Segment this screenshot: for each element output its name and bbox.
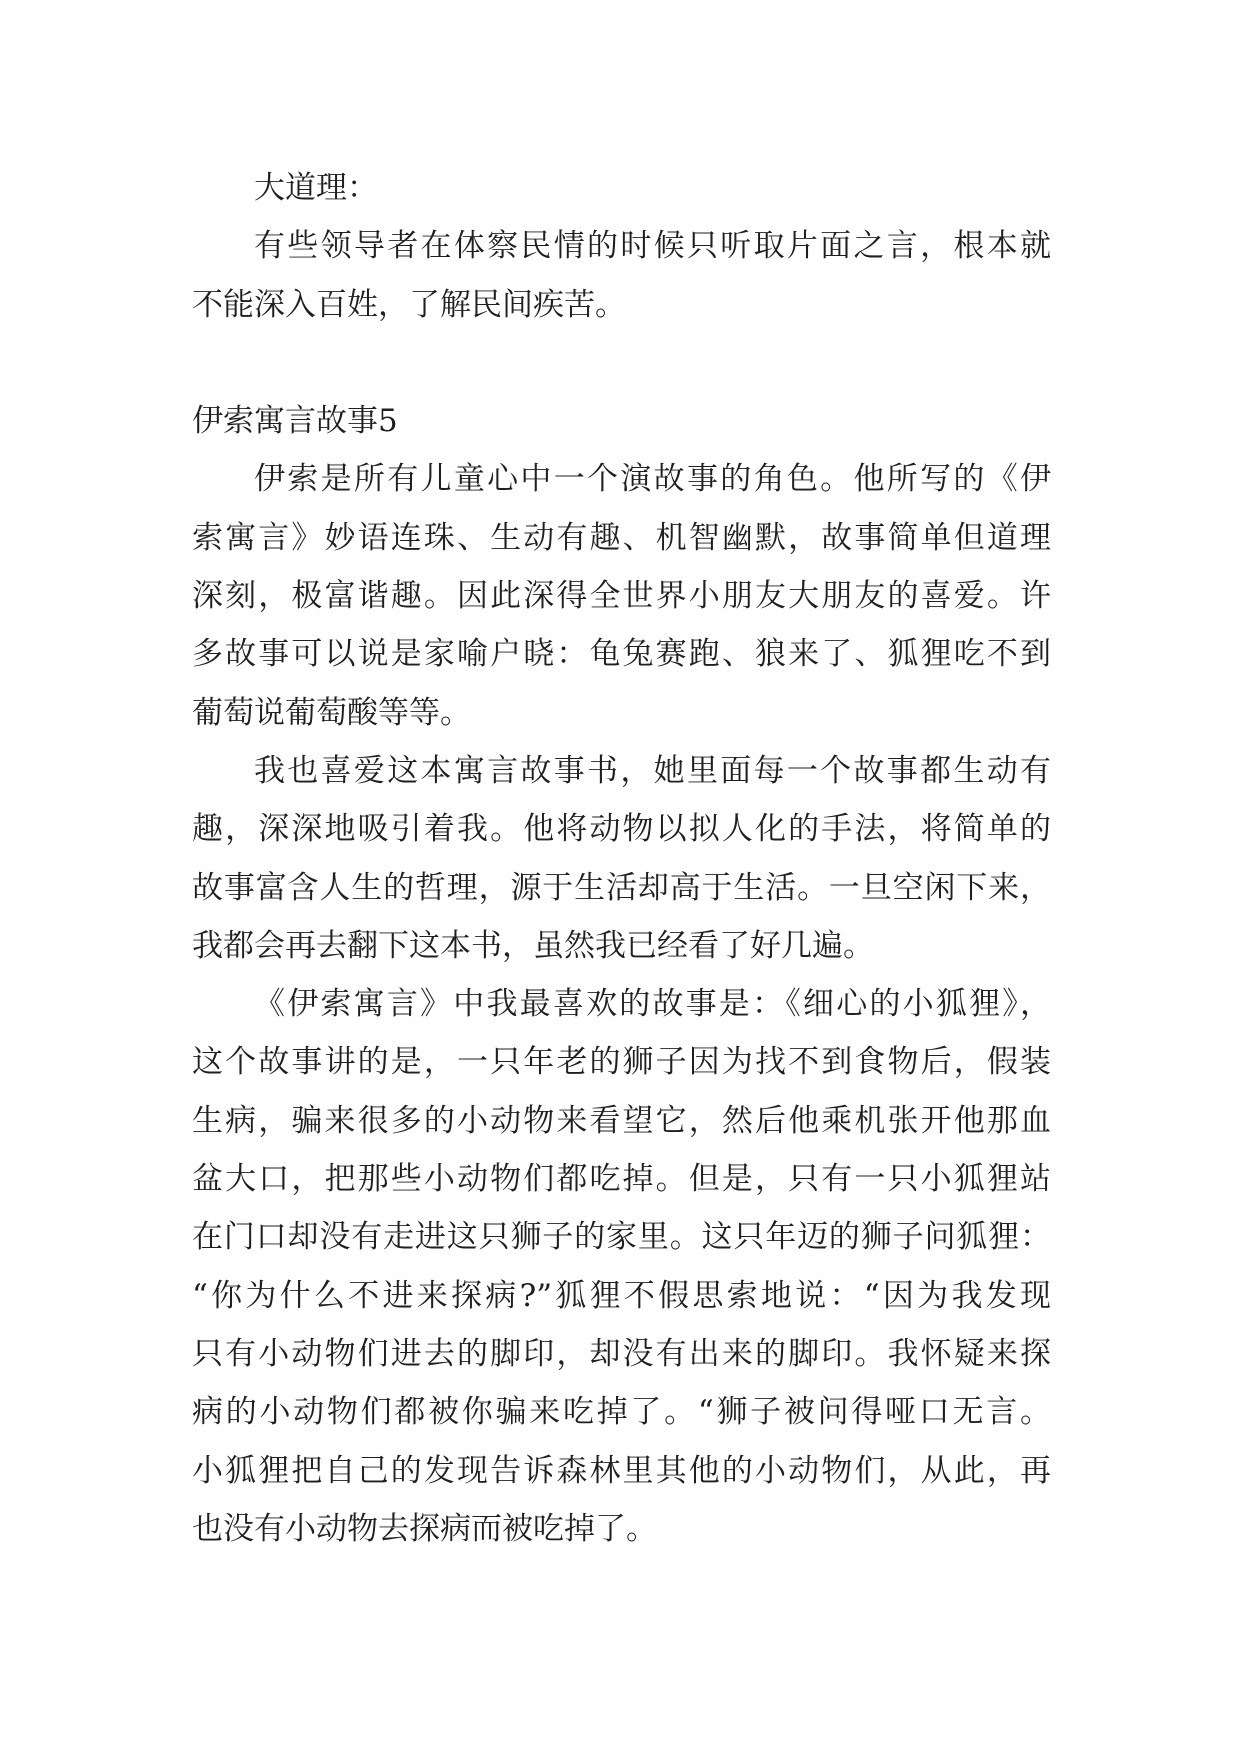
text-line: 不能深入百姓，了解民间疾苦。 — [192, 286, 626, 323]
text-line: 生病，骗来很多的小动物来看望它，然后他乘机张开他那血 — [192, 1102, 1051, 1139]
text-line: 有些领导者在体察民情的时候只听取片面之言，根本就 — [254, 228, 1051, 265]
text-line: 故事富含人生的哲理，源于生活却高于生活。一旦空闲下来， — [192, 869, 1051, 906]
text-line: 趣，深深地吸引着我。他将动物以拟人化的手法，将简单的 — [192, 811, 1051, 848]
moral-label: 大道理： — [254, 170, 378, 206]
text-line: 我都会再去翻下这本书，虽然我已经看了好几遍。 — [192, 927, 874, 964]
text-line: 我也喜爱这本寓言故事书，她里面每一个故事都生动有 — [254, 752, 1051, 789]
blank-line — [192, 334, 1051, 392]
text-line: 《伊索寓言》中我最喜欢的故事是：《细心的小狐狸》， — [254, 986, 1051, 1023]
text-line: 也没有小动物去探病而被吃掉了。 — [192, 1510, 657, 1547]
paragraph — [192, 742, 1051, 975]
paragraph — [192, 975, 1051, 1558]
text-line: 葡萄说葡萄酸等等。 — [192, 694, 471, 731]
text-line: 只有小动物们进去的脚印，却没有出来的脚印。我怀疑来探 — [192, 1335, 1051, 1372]
text-line: 在门口却没有走进这只狮子的家里。这只年迈的狮子问狐狸： — [192, 1219, 1051, 1256]
text-line: “你为什么不进来探病?”狐狸不假思索地说：“因为我发现 — [192, 1277, 1051, 1314]
text-line: 病的小动物们都被你骗来吃掉了。“狮子被问得哑口无言。 — [192, 1394, 1051, 1431]
text-line: 这个故事讲的是，一只年老的狮子因为找不到食物后，假装 — [192, 1044, 1051, 1081]
text-line: 小狐狸把自己的发现告诉森林里其他的小动物们，从此，再 — [192, 1452, 1051, 1489]
paragraph — [192, 450, 1051, 741]
text-line: 深刻，极富谐趣。因此深得全世界小朋友大朋友的喜爱。许 — [192, 578, 1051, 615]
document-body — [192, 159, 1051, 1558]
text-line: 多故事可以说是家喻户晓：龟兔赛跑、狼来了、狐狸吃不到 — [192, 636, 1051, 673]
moral-section — [192, 159, 1051, 334]
section-title: 伊索寓言故事5 — [192, 403, 398, 440]
text-line: 盆大口，把那些小动物们都吃掉。但是，只有一只小狐狸站 — [192, 1161, 1051, 1198]
text-line: 伊索是所有儿童心中一个演故事的角色。他所写的《伊 — [254, 461, 1051, 498]
text-line: 索寓言》妙语连珠、生动有趣、机智幽默，故事简单但道理 — [192, 519, 1051, 556]
